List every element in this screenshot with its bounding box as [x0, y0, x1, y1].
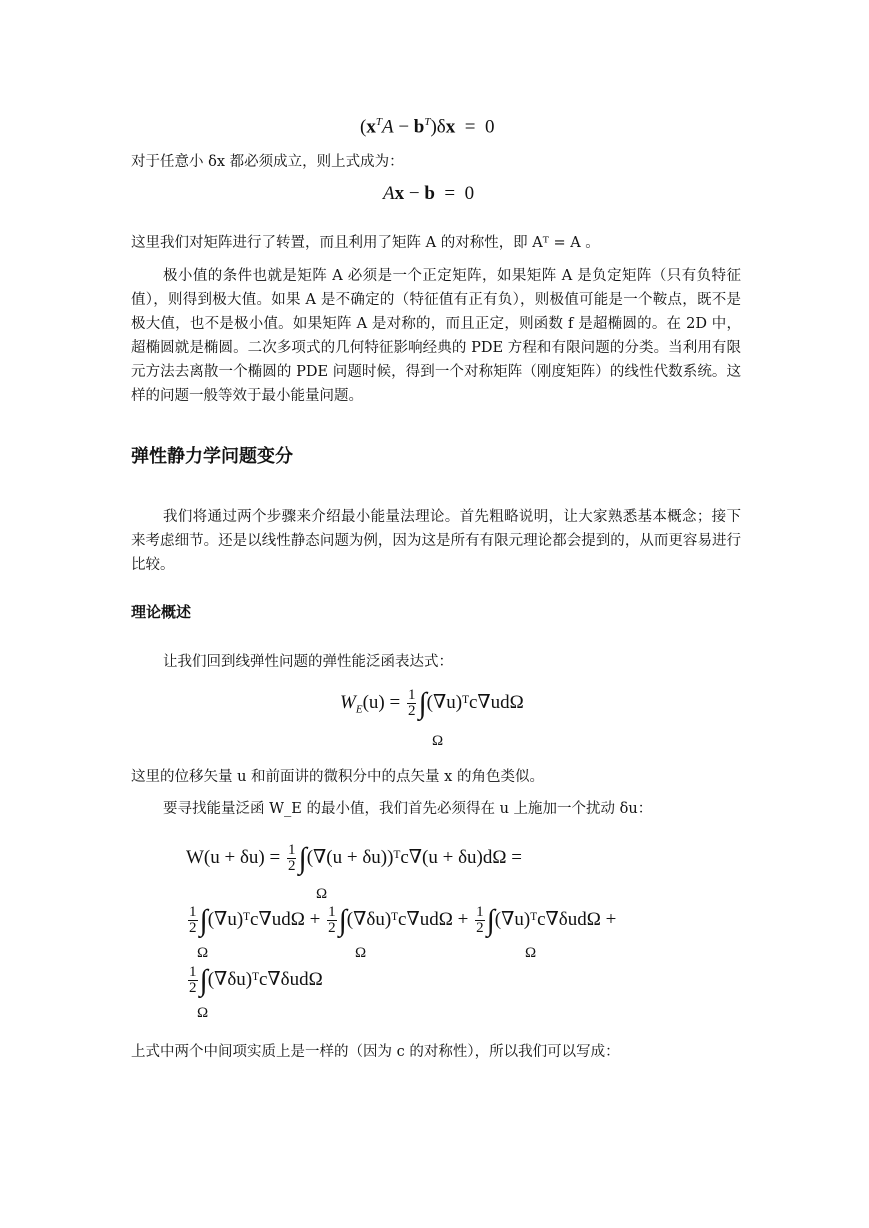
frac-den: 2	[189, 920, 197, 936]
integral-sign: ∫	[298, 841, 307, 875]
fraction-half	[188, 965, 198, 996]
frac-num: 1	[189, 904, 197, 920]
eq3-sub: E	[355, 703, 363, 716]
paragraph-displacement-vector: 这里的位移矢量 u 和前面讲的微积分中的点矢量 x 的角色类似。	[131, 769, 544, 785]
frac-num: 1	[189, 964, 197, 980]
frac-num: 1	[476, 904, 484, 920]
equation-elastic-energy	[340, 688, 524, 719]
fraction-half	[287, 843, 297, 874]
fraction-half	[188, 905, 198, 936]
equation-perturbed-energy-line3	[186, 965, 323, 996]
eq3-w: W	[340, 691, 356, 713]
eq3-body: (∇u)ᵀc∇udΩ	[426, 691, 524, 713]
frac-den: 2	[189, 980, 197, 996]
frac-den: 2	[476, 920, 484, 936]
eq4-term2: (∇δu)ᵀc∇udΩ +	[346, 908, 469, 930]
integral-sign: ∫	[486, 903, 495, 937]
eq4-left: W(u + δu) =	[186, 846, 281, 868]
frac-den: 2	[287, 858, 296, 874]
frac-num: 1	[287, 842, 296, 858]
integral-sign: ∫	[199, 963, 208, 997]
eq4-term4: (∇δu)ᵀc∇δudΩ	[207, 968, 323, 990]
eq4-body: (∇(u + δu))ᵀc∇(u + δu)dΩ =	[306, 846, 522, 868]
equation-linear-system: Ax − b = 0	[383, 183, 475, 204]
equation-stationary-condition: $(x^TA - b^T)\delta x = 0$	[360, 116, 495, 138]
omega-label: Ω	[197, 945, 209, 961]
omega-label: Ω	[432, 733, 444, 749]
paragraph-elastic-functional: 让我们回到线弹性问题的弹性能泛函表达式：	[163, 654, 453, 670]
frac-den: 2	[407, 703, 416, 719]
subsection-heading: 理论概述	[131, 603, 192, 621]
fraction-half	[327, 905, 337, 936]
integral-sign: ∫	[338, 903, 347, 937]
paragraph-transpose: 这里我们对矩阵进行了转置，而且利用了矩阵 A 的对称性，即 Aᵀ = A 。	[131, 235, 600, 251]
frac-num: 1	[328, 904, 336, 920]
fraction-half	[407, 688, 417, 719]
integral-sign: ∫	[199, 903, 208, 937]
paragraph-middle-terms: 上式中两个中间项实质上是一样的（因为 c 的对称性），所以我们可以写成：	[131, 1044, 620, 1060]
frac-num: 1	[407, 687, 416, 703]
fraction-half	[475, 905, 485, 936]
omega-label: Ω	[316, 886, 328, 902]
omega-label: Ω	[355, 945, 367, 961]
eq4-term3: (∇u)ᵀc∇δudΩ +	[494, 908, 617, 930]
paragraph-small-dx: 对于任意小 δx 都必须成立，则上式成为：	[131, 154, 404, 170]
integral-sign: ∫	[418, 686, 427, 720]
equation-perturbed-energy-line1	[186, 843, 522, 874]
paragraph-two-steps: 我们将通过两个步骤来介绍最小能量法理论。首先粗略说明，让大家熟悉基本概念；接下来考虑细节。还是以线性静态问题为例，因为这是所有有限元理论都会提到的，从而更容易进行比较。	[131, 509, 741, 573]
eq3-arg: (u) =	[362, 691, 401, 713]
paragraph-perturbation: 要寻找能量泛函 W_E 的最小值，我们首先必须得在 u 上施加一个扰动 δu：	[163, 801, 653, 817]
eq4-term1: (∇u)ᵀc∇udΩ +	[207, 908, 321, 930]
omega-label: Ω	[525, 945, 537, 961]
paragraph-positive-definite: 极小值的条件也就是矩阵 A 必须是一个正定矩阵，如果矩阵 A 是负定矩阵（只有负特征值），则得到极大值。如果 A 是不确定的（特征值有正有负），则极值可能是一个鞍点，既不是极大值，也不是极小值。如果矩阵 A 是对称的，而且正定，则函数 f 是超椭圆的。在 2D 中，超椭圆就是椭圆。二次多项式的几何特征影响经典的 PDE 方程和有限问题的分类。当利用有限元方法去离散一个椭圆的 PDE 问题时候，得到一个对称矩阵（刚度矩阵）的线性代数系统。这样的问题一般等效于最小能量问题。	[131, 268, 741, 404]
section-heading: 弹性静力学问题变分	[131, 446, 293, 467]
equation-perturbed-energy-line2	[186, 905, 616, 936]
frac-den: 2	[328, 920, 336, 936]
omega-label: Ω	[197, 1005, 209, 1021]
